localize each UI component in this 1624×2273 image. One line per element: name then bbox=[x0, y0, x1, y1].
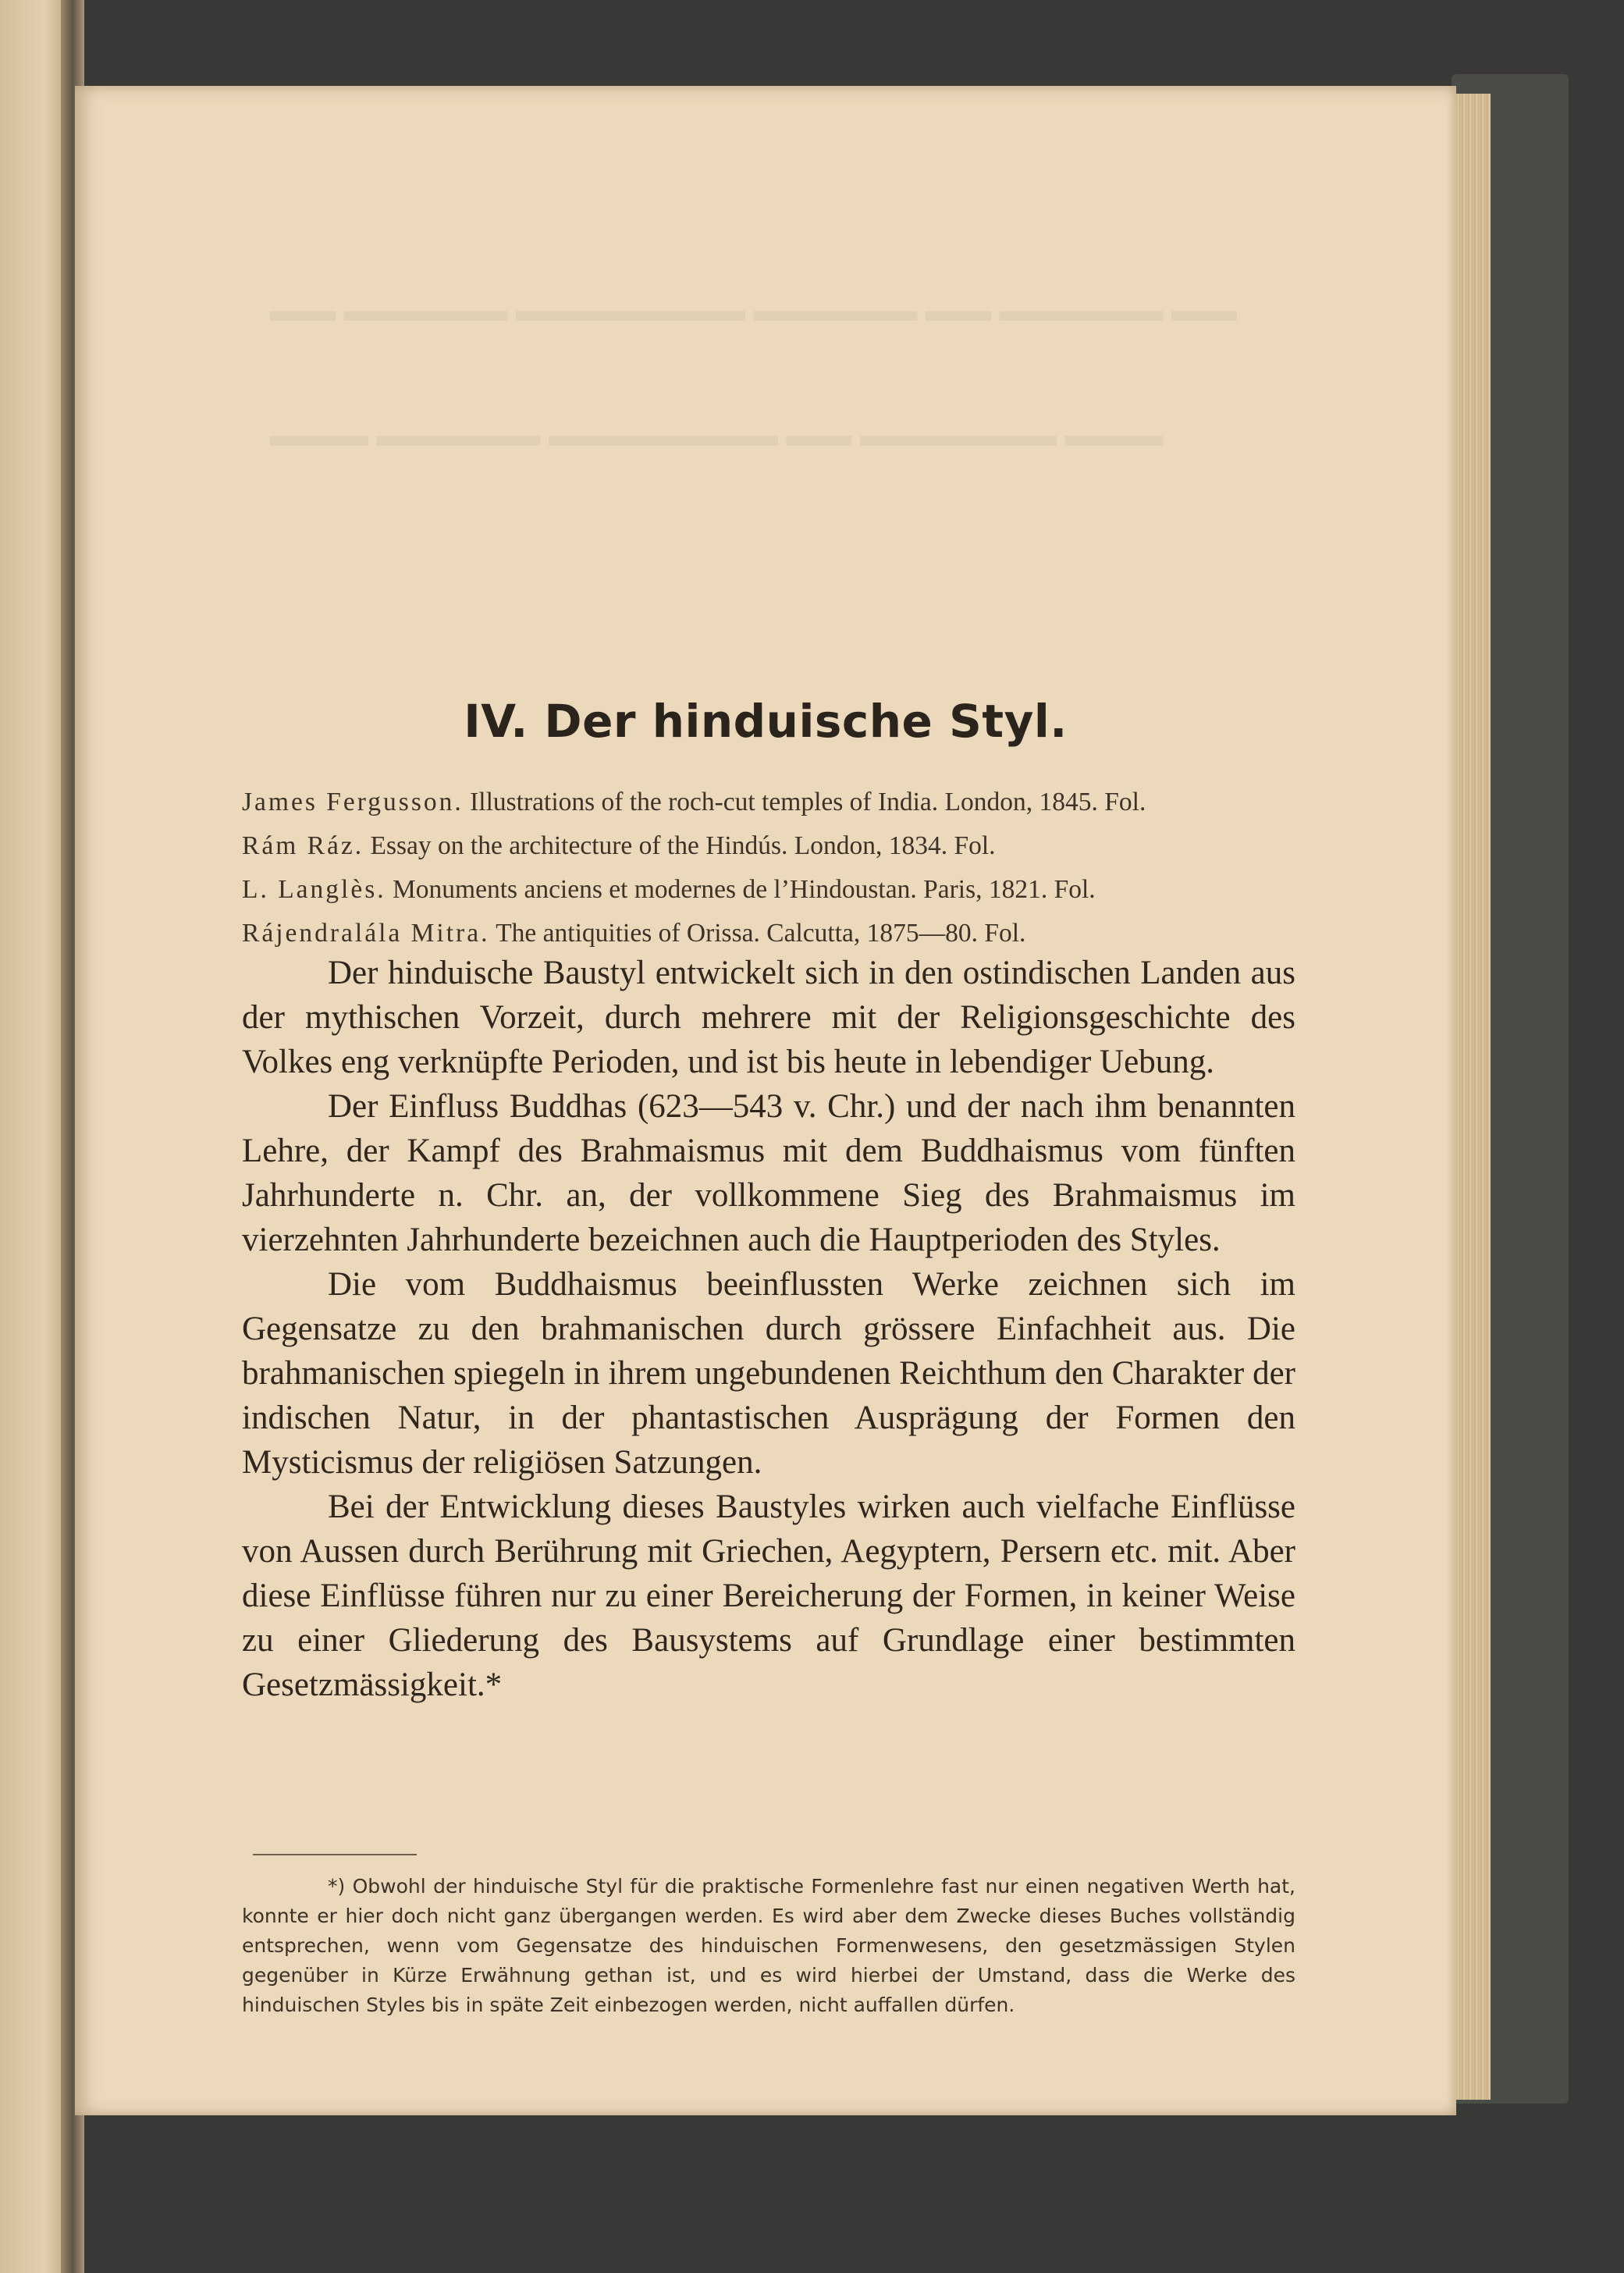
bibliography-author: L. Langlès. bbox=[242, 875, 386, 904]
bibliography-entry bbox=[242, 824, 1295, 868]
bibliography-entry bbox=[242, 912, 1295, 955]
footnote-divider bbox=[253, 1854, 417, 1855]
bibliography-author: James Fergusson. bbox=[242, 788, 464, 816]
paragraph: Bei der Entwicklung dieses Baustyles wirken auch vielfache Einflüsse von Aussen durch Berührung mit Griechen, Aegyptern, Persern etc. mit. Aber diese Einflüsse führen nur zu einer Bereicherung der Formen, in keiner Weise zu einer Gliederung des Bausystems auf Grundlage einer bestimmten Gesetzmässigkeit.* bbox=[242, 1489, 1295, 1703]
paragraph: Die vom Buddhaismus beeinflussten Werke zeichnen sich im Gegensatze zu den brahmanischen durch grössere Einfachheit aus. Die brahmanischen spiegeln in ihrem ungebundenen Reichthum den Charakter der indischen Natur, in der phantastischen Ausprägung der Formen den Mysticismus der religiösen Satzungen. bbox=[242, 1266, 1295, 1481]
bibliography-author: Rám Ráz. bbox=[242, 831, 364, 860]
bibliography bbox=[242, 781, 1295, 955]
bibliography-author: Rájendralála Mitra. bbox=[242, 919, 490, 948]
bleed-through-text: ▬▬▬ ▬▬▬▬▬ ▬▬▬▬▬▬▬ ▬▬ ▬▬▬▬▬▬ ▬▬▬ bbox=[270, 418, 1164, 454]
paragraph: Der hinduische Baustyl entwickelt sich in den ostindischen Landen aus der mythischen Vorzeit, durch mehrere mit der Religionsgeschichte des Volkes eng verknüpfte Perioden, und ist bis heute in lebendiger Uebung. bbox=[242, 955, 1295, 1080]
bibliography-text: The antiquities of Orissa. Calcutta, 1875—80. Fol. bbox=[489, 919, 1026, 948]
bibliography-text: Illustrations of the roch-cut temples of India. London, 1845. Fol. bbox=[463, 788, 1146, 816]
bibliography-text: Essay on the architecture of the Hindús. London, 1834. Fol. bbox=[364, 831, 996, 860]
chapter-title: IV. Der hinduische Styl. bbox=[464, 695, 1068, 748]
bibliography-entry bbox=[242, 781, 1295, 824]
book-page bbox=[75, 86, 1456, 2115]
paragraph: Der Einfluss Buddhas (623—543 v. Chr.) und der nach ihm benannten Lehre, der Kampf des Brahmaismus mit dem Buddhaismus vom fünften Jahrhunderte n. Chr. an, der vollkommene Sieg des Brahmaismus im vierzehnten Jahrhunderte bezeichnen auch die Hauptperioden des Styles. bbox=[242, 1088, 1295, 1258]
bleed-through-text: ▬▬ ▬▬▬▬▬ ▬▬▬▬▬▬▬ ▬▬▬▬▬ ▬▬ ▬▬▬▬▬ ▬▬ bbox=[270, 293, 1237, 329]
footnote: *) Obwohl der hinduische Styl für die praktische Formenlehre fast nur einen negativen Werth hat, konnte er hier doch nicht ganz übergangen werden. Es wird aber dem Zwecke dieses Buches vollständig entsprechen, wenn vom Gegensatze des hinduischen Formenwesens, den gesetzmässigen Stylen gegenüber in Kürze Erwähnung gethan ist, und es wird hierbei der Umstand, dass die Werke des hinduischen Styles bis in späte Zeit einbezogen werden, nicht auffallen dürfen. bbox=[242, 1875, 1295, 2016]
bibliography-text: Monuments anciens et modernes de l’Hindoustan. Paris, 1821. Fol. bbox=[386, 875, 1096, 904]
main-text bbox=[242, 951, 1295, 1707]
bibliography-entry bbox=[242, 868, 1295, 912]
